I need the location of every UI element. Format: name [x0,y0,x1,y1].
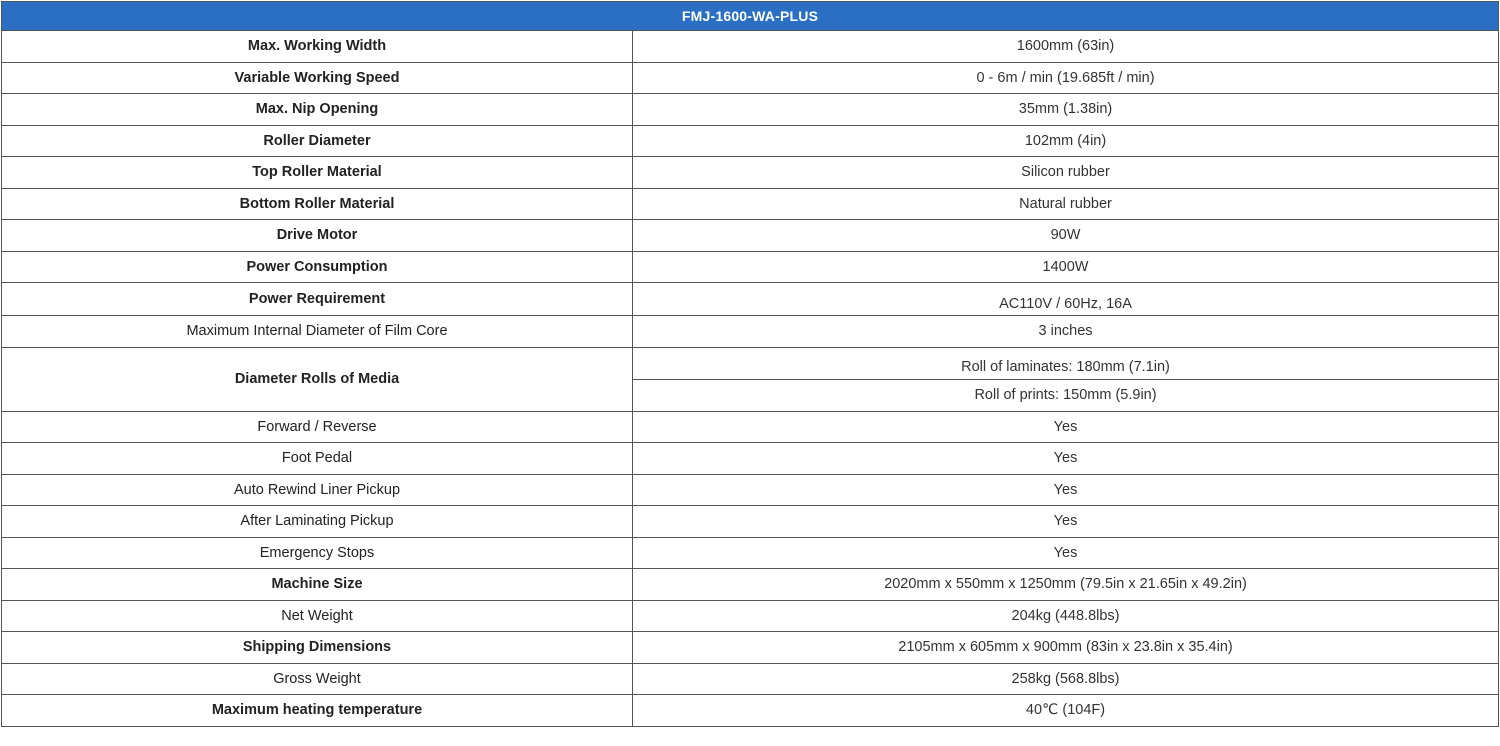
row-value: 35mm (1.38in) [633,94,1499,126]
row-value: Yes [633,506,1499,538]
row-label: Power Requirement [2,283,633,316]
table-row [2,600,1499,632]
row-label: Net Weight [2,600,633,632]
row-label: Auto Rewind Liner Pickup [2,474,633,506]
row-value: AC110V / 60Hz, 16A [633,283,1499,316]
table-row [2,125,1499,157]
row-value: Yes [633,443,1499,475]
table-row [2,220,1499,252]
table-row [2,569,1499,601]
row-value: 1600mm (63in) [633,31,1499,63]
table-row [2,663,1499,695]
row-value: Yes [633,537,1499,569]
row-value: 1400W [633,251,1499,283]
row-label: After Laminating Pickup [2,506,633,538]
row-label: Max. Working Width [2,31,633,63]
table-row [2,506,1499,538]
row-value: Yes [633,411,1499,443]
row-value: Natural rubber [633,188,1499,220]
row-value: 40℃ (104F) [633,695,1499,727]
row-label: Power Consumption [2,251,633,283]
table-row [2,62,1499,94]
table-row [2,474,1499,506]
row-value: 204kg (448.8lbs) [633,600,1499,632]
table-title: FMJ-1600-WA-PLUS [2,2,1499,31]
row-label: Maximum Internal Diameter of Film Core [2,316,633,348]
table-row [2,157,1499,189]
row-value: Yes [633,474,1499,506]
row-value: 3 inches [633,316,1499,348]
spec-table [1,1,1499,727]
table-row [2,283,1499,316]
row-label: Machine Size [2,569,633,601]
row-value: 102mm (4in) [633,125,1499,157]
table-row [2,632,1499,664]
row-label: Emergency Stops [2,537,633,569]
row-value: 2105mm x 605mm x 900mm (83in x 23.8in x 35.4in) [633,632,1499,664]
table-row [2,188,1499,220]
table-row [2,316,1499,348]
table-row [2,347,1499,379]
row-value: 90W [633,220,1499,252]
row-label: Max. Nip Opening [2,94,633,126]
row-label: Diameter Rolls of Media [2,347,633,411]
row-label: Roller Diameter [2,125,633,157]
row-label: Variable Working Speed [2,62,633,94]
row-value: Roll of prints: 150mm (5.9in) [633,379,1499,411]
row-value: Silicon rubber [633,157,1499,189]
row-value: 2020mm x 550mm x 1250mm (79.5in x 21.65in x 49.2in) [633,569,1499,601]
row-value: 0 - 6m / min (19.685ft / min) [633,62,1499,94]
table-row [2,411,1499,443]
table-row [2,94,1499,126]
table-row [2,31,1499,63]
table-row [2,251,1499,283]
table-row [2,537,1499,569]
row-label: Drive Motor [2,220,633,252]
row-label: Forward / Reverse [2,411,633,443]
row-label: Maximum heating temperature [2,695,633,727]
row-label: Shipping Dimensions [2,632,633,664]
row-value: 258kg (568.8lbs) [633,663,1499,695]
table-row [2,443,1499,475]
row-value: Roll of laminates: 180mm (7.1in) [633,347,1499,379]
table-row [2,695,1499,727]
row-label: Foot Pedal [2,443,633,475]
row-label: Top Roller Material [2,157,633,189]
row-label: Bottom Roller Material [2,188,633,220]
row-label: Gross Weight [2,663,633,695]
